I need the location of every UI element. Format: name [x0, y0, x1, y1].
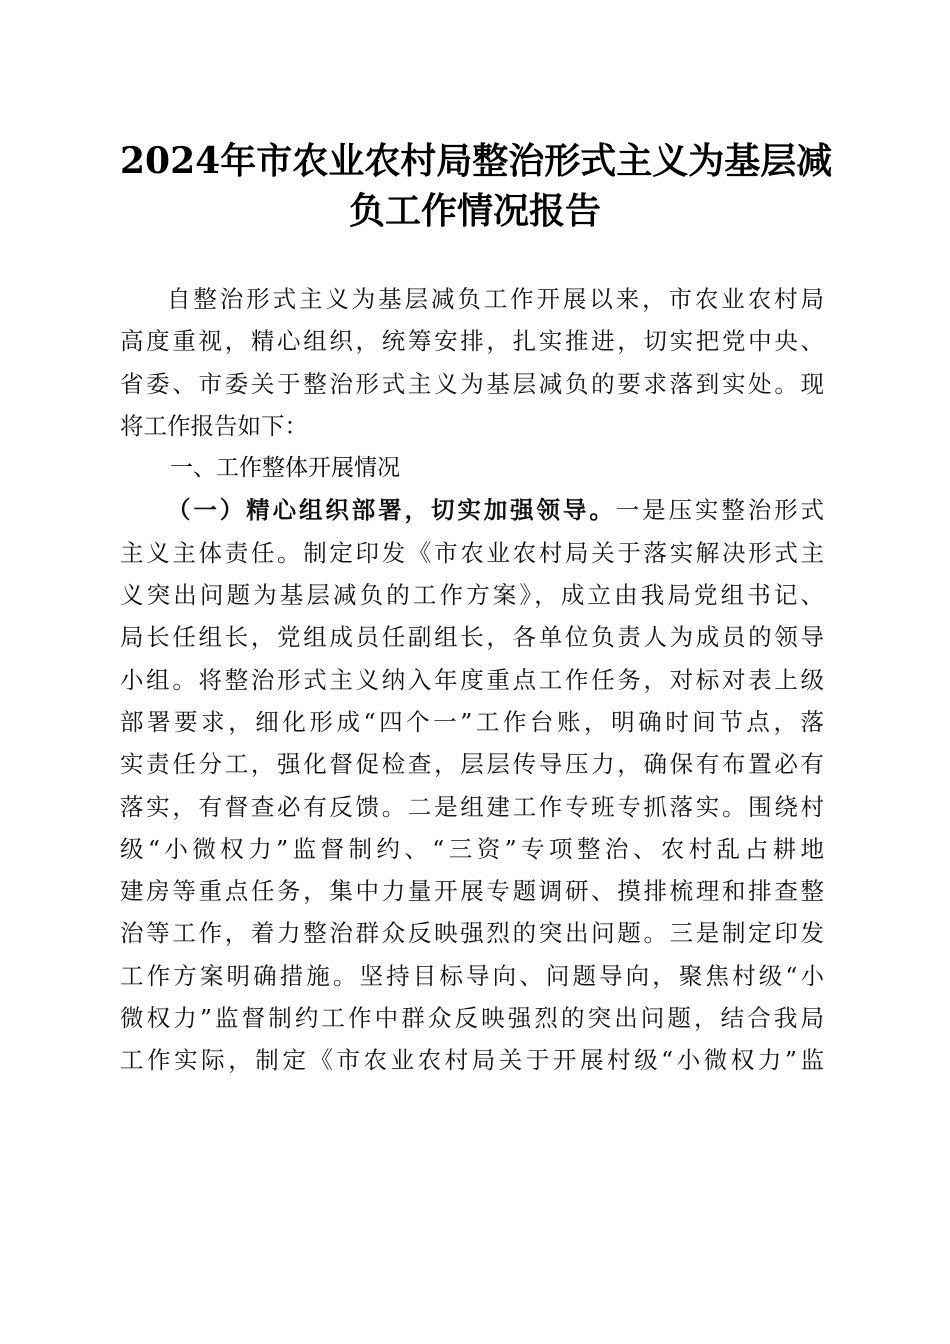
- intro-line: 将工作报告如下：: [120, 411, 308, 440]
- body-line: 建房等重点任务，集中力量开展专题调研、摸排梳理和排查整: [120, 877, 824, 906]
- document-body: [120, 278, 824, 1082]
- intro-line: 高度重视，精心组织，统筹安排，扎实推进，切实把党中央、: [120, 327, 824, 356]
- body-line: 义突出问题为基层减负的工作方案》，成立由我局党组书记、: [120, 581, 824, 610]
- document-title: [120, 136, 833, 236]
- body-line: 部署要求，细化形成“四个一”工作台账，明确时间节点，落: [120, 707, 824, 736]
- body-line: 主义主体责任。制定印发《市农业农村局关于落实解决形式主: [120, 538, 824, 567]
- subsection-first-line-text: 一是压实整治形式: [615, 496, 825, 525]
- section-heading: 一、工作整体开展情况: [170, 455, 400, 482]
- intro-line: 省委、市委关于整治形式主义为基层减负的要求落到实处。现: [120, 369, 824, 398]
- body-line: 微权力”监督制约工作中群众反映强烈的突出问题，结合我局: [120, 1004, 824, 1033]
- body-line: 局长任组长，党组成员任副组长，各单位负责人为成员的领导: [120, 623, 824, 652]
- body-line: 实责任分工，强化督促检查，层层传导压力，确保有布置必有: [120, 750, 824, 779]
- body-line: 工作方案明确措施。坚持目标导向、问题导向，聚焦村级“小: [120, 961, 824, 990]
- body-line: 级“小微权力”监督制约、“三资”专项整治、农村乱占耕地: [120, 834, 824, 863]
- title-line-2: 负工作情况报告: [348, 190, 601, 232]
- subsection-first-line: [120, 489, 824, 531]
- body-line: 治等工作，着力整治群众反映强烈的突出问题。三是制定印发: [120, 919, 824, 948]
- title-line-1: 2024年市农业农村局整治形式主义为基层减: [120, 140, 833, 182]
- intro-line: 自整治形式主义为基层减负工作开展以来，市农业农村局: [167, 285, 824, 313]
- subsection-heading: （一）精心组织部署，切实加强领导。: [167, 496, 616, 525]
- body-line: 小组。将整治形式主义纳入年度重点工作任务，对标对表上级: [120, 665, 824, 694]
- body-line: 落实，有督查必有反馈。二是组建工作专班专抓落实。围绕村: [120, 792, 824, 821]
- body-line: 工作实际，制定《市农业农村局关于开展村级“小微权力”监: [120, 1046, 824, 1075]
